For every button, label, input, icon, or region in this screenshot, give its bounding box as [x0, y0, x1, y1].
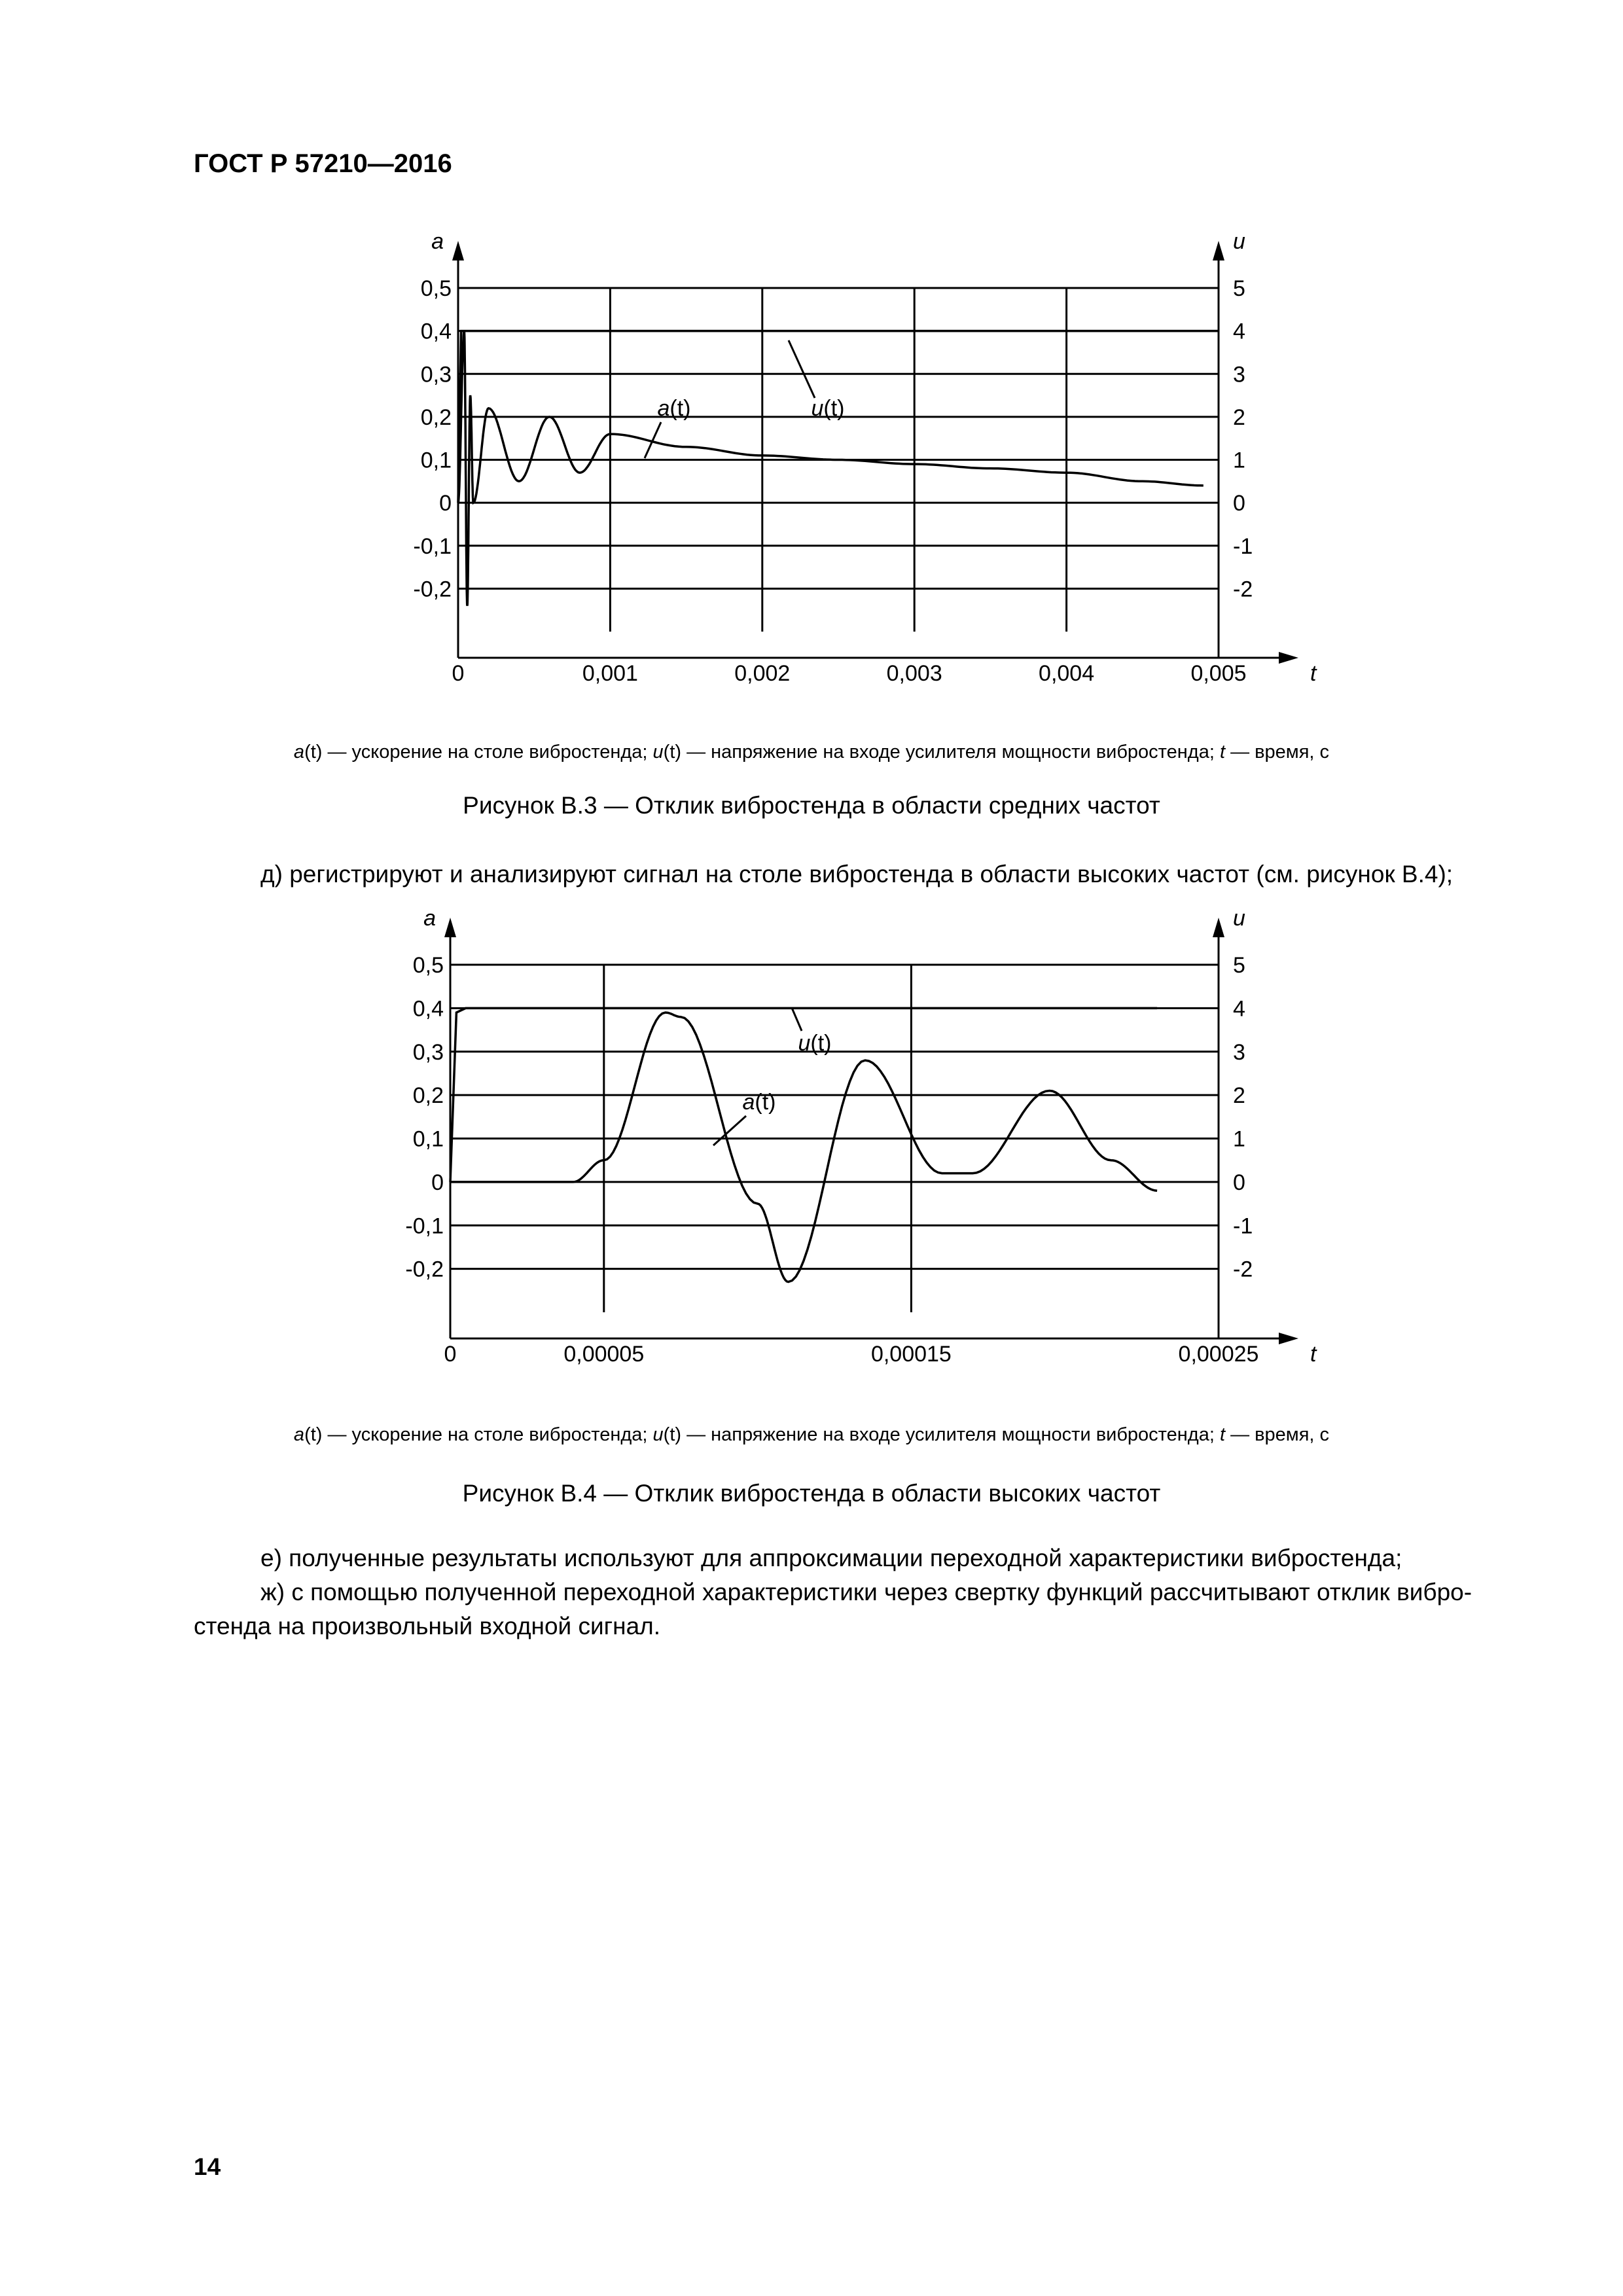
legend-t-text: — время, с [1225, 742, 1330, 762]
item-d: д) регистрируют и анализируют сигнал на столе вибростенда в области высоких частот (см. рисунок В.4); [260, 861, 1454, 888]
y-tick-label: 0,3 [420, 362, 452, 387]
y-axis-label: a [431, 229, 444, 254]
legend-a-text: (t) — ускорение на столе вибростенда; [304, 742, 653, 762]
annotation-leader [792, 1008, 802, 1031]
chart-b3-annotations [645, 340, 845, 458]
legend-u-text: (t) — напряжение на входе усилителя мощности вибростенда; [663, 1424, 1220, 1445]
annotation-leader [713, 1116, 746, 1145]
x-tick-label: 0,004 [1039, 661, 1095, 686]
y2-tick-label: -1 [1233, 533, 1253, 559]
y-axis-arrow-icon [452, 241, 464, 260]
chart-b4-tick-labels [405, 953, 1258, 1367]
figure-b3-chart [0, 223, 1623, 720]
legend-a-symbol: a [293, 742, 305, 762]
x-axis-label: t [1310, 1342, 1317, 1367]
x-axis-arrow-icon [1279, 1333, 1298, 1344]
x-tick-label: 0 [452, 661, 465, 686]
y2-tick-label: 3 [1233, 362, 1245, 387]
chart-b3-axes [431, 229, 1317, 686]
item-zh-line2: стенда на произвольный входной сигнал. [194, 1613, 661, 1640]
y-tick-label: 0 [439, 491, 452, 516]
x-axis-label: t [1310, 661, 1317, 686]
figure-b4-legend [194, 1424, 1429, 1446]
y2-tick-label: 4 [1233, 996, 1245, 1022]
x-tick-label: 0,00015 [870, 1342, 952, 1367]
legend-a-text: (t) — ускорение на столе вибростенда; [304, 1424, 653, 1445]
page-number: 14 [194, 2153, 221, 2180]
y-tick-label: -0,2 [413, 577, 452, 602]
annotation-leader [789, 340, 815, 398]
legend-t-symbol: t [1219, 742, 1226, 762]
legend-a-symbol: a [293, 1424, 305, 1445]
chart-b4-axes [423, 906, 1317, 1367]
y-tick-label: 0,4 [420, 319, 452, 344]
annotation-label: a(t) [742, 1090, 776, 1115]
annotation-label: u(t) [811, 396, 845, 421]
figure-b4-chart [0, 903, 1623, 1401]
document-header: ГОСТ Р 57210—2016 [194, 149, 452, 178]
y2-tick-label: 0 [1233, 491, 1245, 516]
y2-tick-label: -2 [1233, 577, 1253, 602]
legend-t-text: — время, с [1225, 1424, 1330, 1445]
y-tick-label: 0,4 [412, 996, 444, 1022]
y-tick-label: 0 [431, 1170, 444, 1195]
chart-b4-annotations [713, 1008, 832, 1145]
x-tick-label: 0 [444, 1342, 457, 1367]
legend-u-symbol: u [652, 1424, 664, 1445]
x-tick-label: 0,00025 [1178, 1342, 1259, 1367]
y2-tick-label: 4 [1233, 319, 1245, 344]
y2-axis-label: u [1233, 906, 1245, 931]
y-axis-label: a [423, 906, 436, 931]
series-a-line [458, 331, 1204, 606]
legend-t-symbol: t [1219, 1424, 1226, 1445]
chart-b3-series [458, 331, 1219, 606]
y2-tick-label: 2 [1233, 1083, 1245, 1109]
annotation-label: a(t) [657, 396, 691, 421]
y2-tick-label: 5 [1233, 953, 1245, 978]
y2-tick-label: -1 [1233, 1213, 1253, 1239]
y-tick-label: -0,2 [405, 1257, 444, 1282]
y-tick-label: 0,1 [412, 1126, 444, 1152]
legend-u-text: (t) — напряжение на входе усилителя мощности вибростенда; [663, 742, 1220, 762]
x-tick-label: 0,00005 [563, 1342, 645, 1367]
y2-tick-label: 3 [1233, 1039, 1245, 1065]
y2-axis-label: u [1233, 229, 1245, 254]
y2-tick-label: -2 [1233, 1257, 1253, 1282]
x-tick-label: 0,003 [886, 661, 942, 686]
y2-tick-label: 2 [1233, 404, 1245, 430]
legend-u-symbol: u [652, 742, 664, 762]
y-tick-label: 0,5 [412, 953, 444, 978]
y-tick-label: 0,2 [420, 404, 452, 430]
x-axis-arrow-icon [1279, 652, 1298, 664]
y-tick-label: 0,2 [412, 1083, 444, 1109]
item-e: е) полученные результаты используют для аппроксимации переходной характеристики вибростенда; [260, 1545, 1402, 1571]
item-zh-line1: ж) с помощью полученной переходной характеристики через свертку функций рассчитывают отклик вибро- [260, 1579, 1472, 1605]
x-tick-label: 0,005 [1190, 661, 1247, 686]
x-tick-label: 0,002 [734, 661, 791, 686]
figure-b4-caption: Рисунок В.4 — Отклик вибростенда в области высоких частот [462, 1480, 1161, 1507]
y-tick-label: 0,1 [420, 448, 452, 473]
y2-axis-arrow-icon [1213, 241, 1224, 260]
figure-b3-legend [194, 742, 1429, 763]
y2-tick-label: 5 [1233, 276, 1245, 301]
y-tick-label: -0,1 [413, 533, 452, 559]
y2-tick-label: 1 [1233, 448, 1245, 473]
y-tick-label: 0,3 [412, 1039, 444, 1065]
y-axis-arrow-icon [444, 918, 456, 937]
y2-tick-label: 1 [1233, 1126, 1245, 1152]
y-tick-label: 0,5 [420, 276, 452, 301]
x-tick-label: 0,001 [582, 661, 638, 686]
y2-tick-label: 0 [1233, 1170, 1245, 1195]
figure-b3-caption: Рисунок В.3 — Отклик вибростенда в области средних частот [463, 792, 1160, 819]
y-tick-label: -0,1 [405, 1213, 444, 1239]
y2-axis-arrow-icon [1213, 918, 1224, 937]
annotation-label: u(t) [798, 1031, 832, 1056]
